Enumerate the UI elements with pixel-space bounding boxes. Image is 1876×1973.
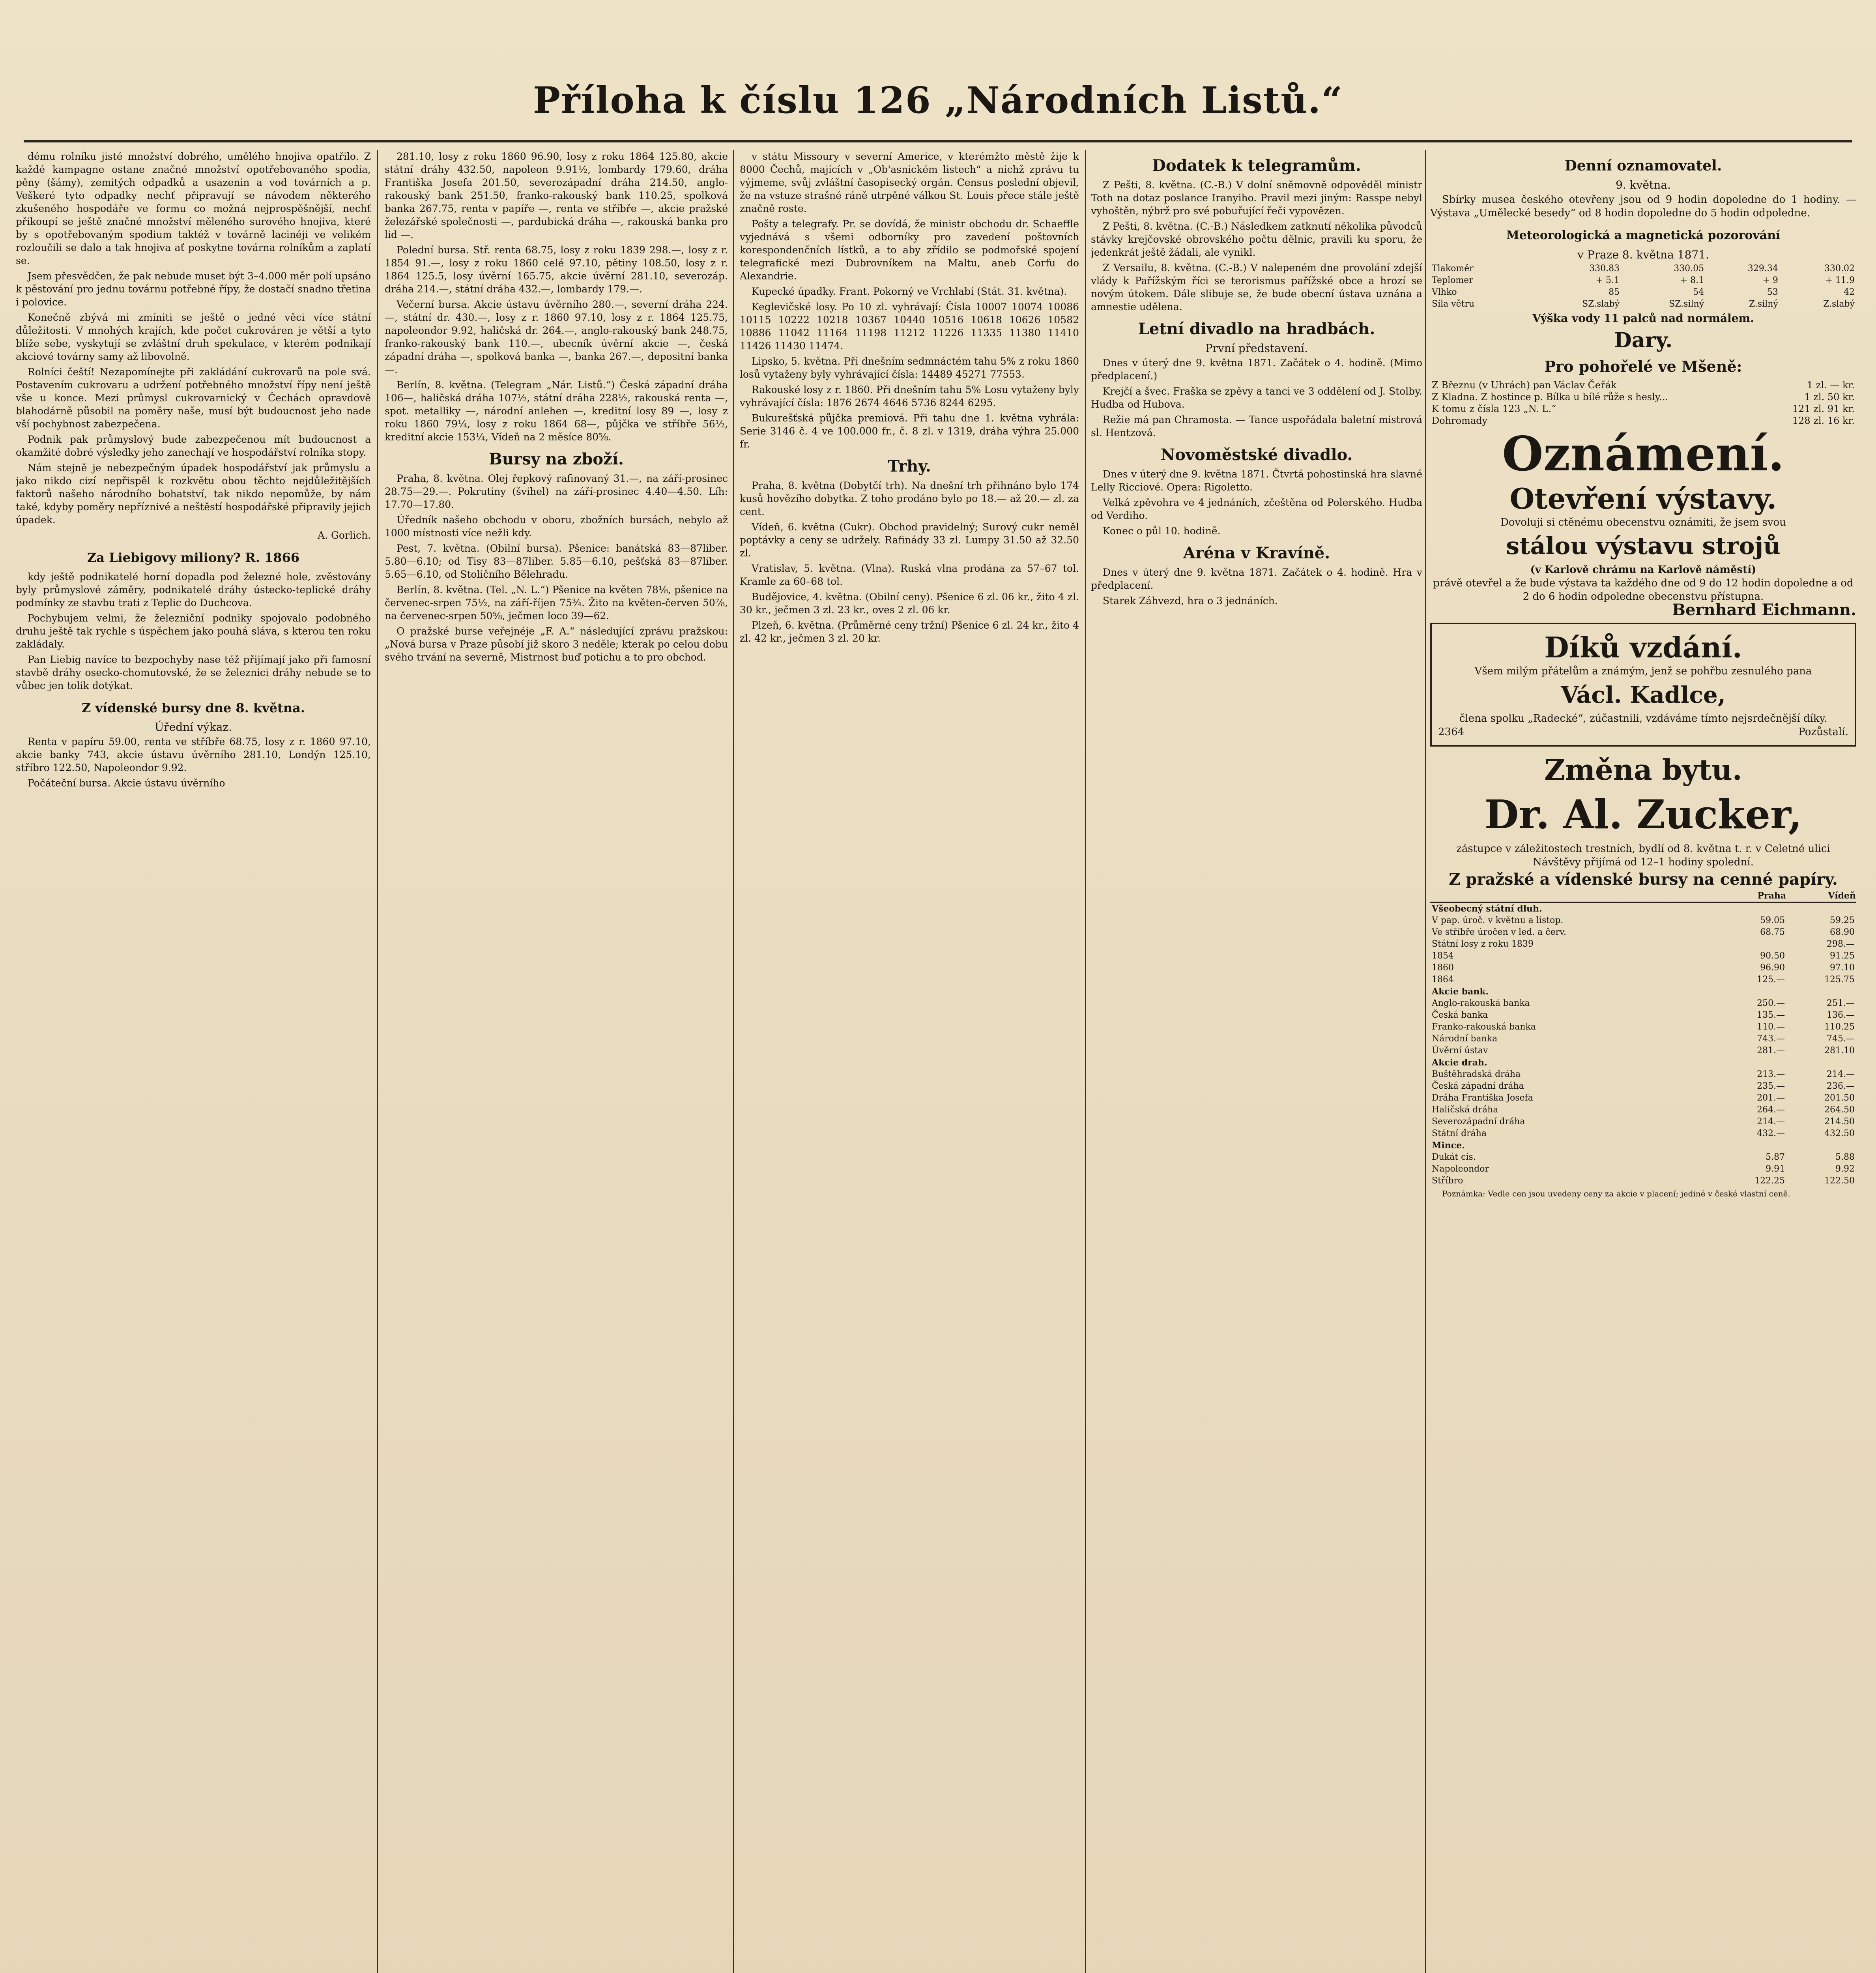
paragraph: 281.10, losy z roku 1860 96.90, losy z roku 1864 125.80, akcie státní dráhy 432.50, napoleon 9.91½, lombardy 179.60, dráha Františka Josefa 201.50, severozápadní dráha 214.50, anglo-rakouský bank 251.50, franko-rakouský bank 110.25, spolková banka 267.75, renta v papíře —, renta ve stříbře —, akcie pražské železářské společnosti —, pardubická dráha —, rakouská banka pro lid —.	[385, 151, 728, 240]
paragraph: Sbírky musea českého otevřeny jsou od 9 hodin dopoledne do 1 hodiny. — Výstava „Umělecké besedy“ od 8 hodin dopoledne do 5 hodin odpoledne.	[1430, 194, 1856, 219]
table-cell	[1717, 1057, 1786, 1069]
table-cell: 432.—	[1757, 1129, 1785, 1138]
table-cell: SZ.slabý	[1582, 299, 1620, 309]
table-cell: 235.—	[1757, 1081, 1785, 1091]
table-row	[1430, 1045, 1856, 1057]
rates-note: Poznámka: Vedle cen jsou uvedeny ceny za akcie v placení; jediné v české vlastní ceně.	[1442, 1189, 1790, 1198]
table-cell: Ve stříbře úročen v led. a červ.	[1432, 927, 1566, 937]
table-cell: Dráha Františka Josefa	[1432, 1093, 1533, 1103]
oznameni-text: Dovoluji si ctěnému obecenstvu oznámiti, že jsem svou	[1500, 517, 1786, 528]
table-cell: 743.—	[1757, 1034, 1785, 1044]
table-row	[1430, 263, 1856, 275]
table-row	[1430, 1069, 1856, 1080]
paragraph: v státu Missoury v severní Americe, v kterémžto městě žije k 8000 Čechů, majících v „Ob'asnickém listech“ a nichž zprávu tu výjmeme, svůj zvláštní časopisecký orgán. Census poslední objevil, že na vstuze strašné ráně utrpěné válkou St. Louis přece stále ještě značně roste.	[740, 151, 1079, 214]
section-heading: Bursy na zboží.	[489, 450, 624, 468]
paragraph: Renta v papíru 59.00, renta ve stříbře 68.75, losy z r. 1860 97.10, akcie banky 743, akcie ústavu úvěrního 281.10, Londýn 125.10, stříbro 122.50, Napoleondor 9.92.	[16, 736, 371, 773]
section-heading: Aréna v Kravíně.	[1183, 544, 1330, 562]
paragraph: Krejčí a švec. Fraška se zpěvy a tanci ve 3 oddělení od J. Stolby. Hudba od Hubova.	[1091, 386, 1422, 410]
dary-table	[1430, 379, 1856, 427]
table-header	[1430, 890, 1717, 902]
diky-body: člena spolku „Radecké“, zúčastnili, vzdáváme tímto nejsrdečnější díky.	[1459, 713, 1827, 724]
meteo-note: Výška vody 11 palců nad normálem.	[1532, 312, 1754, 325]
diky-footer	[1438, 725, 1848, 739]
paragraph: Starek Záhvezd, hra o 3 jednáních.	[1103, 595, 1278, 607]
table-row	[1430, 1021, 1856, 1033]
table-row	[1430, 1009, 1856, 1021]
table-header-row	[1430, 890, 1856, 902]
section-subheading: První představení.	[1205, 342, 1308, 355]
table-cell: Vlhko	[1432, 287, 1457, 297]
table-cell: 214.50	[1824, 1117, 1855, 1127]
section-heading: Novoměstské divadlo.	[1160, 446, 1353, 464]
section-heading: Trhy.	[888, 457, 931, 475]
table-row	[1430, 403, 1856, 415]
table-cell: 68.75	[1760, 927, 1785, 937]
table-cell: + 5.1	[1595, 275, 1620, 285]
table-cell: + 9	[1762, 275, 1778, 285]
table-cell: Dohromady	[1432, 415, 1488, 426]
column-4	[1091, 150, 1422, 1973]
table-cell: Stříbro	[1432, 1176, 1463, 1186]
table-row	[1430, 962, 1856, 974]
table-cell: 281.—	[1757, 1046, 1785, 1056]
table-cell: 122.50	[1824, 1176, 1855, 1186]
oznameni-ad	[1430, 426, 1856, 619]
table-cell: 59.25	[1830, 915, 1855, 925]
page-title: Příloha k číslu 126 „Národních Listů.“	[533, 79, 1343, 122]
column-divider	[733, 150, 734, 1973]
paragraph: Praha, 8. května. Olej řepkový rafinovaný 31.—, na září-prosinec 28.75—29.—. Pokrutiny (švihel) na září-prosinec 4.40—4.50. Líh: 17.70—17.80.	[385, 473, 728, 510]
paragraph: Pan Liebig navíce to bezpochyby nase též přijímají jako při famosní stavbě dráhy osecko-chomutovské, že se železnici dráhy nebude se to vůbec jen tolik dotýkat.	[16, 654, 371, 691]
paragraph: Pochybujem velmi, že železniční podniky spojovalo podobného druhu ještě tak rychle s úspěchem jako pouhá sláva, s kterou ten roku zakládaly.	[16, 612, 371, 650]
diky-title: Díků vzdání.	[1544, 631, 1742, 664]
table-cell: Z.silný	[1749, 299, 1778, 309]
table-row	[1430, 298, 1856, 310]
diky-name: Václ. Kadlce,	[1561, 681, 1726, 708]
table-cell: 1854	[1432, 951, 1454, 961]
table-cell: 90.50	[1760, 951, 1785, 961]
paragraph: Dnes v úterý dne 9. května 1871. Začátek o 4. hodině. (Mimo předplacení.)	[1091, 357, 1422, 382]
table-row	[1430, 1128, 1856, 1140]
table-cell: 1860	[1432, 963, 1454, 973]
paragraph: Pest, 7. května. (Obilní bursa). Pšenice: banátská 83—87liber. 5.80—6.10; od Tisy 83—87liber. 5.85—6.10, pešťská 83—87liber. 5.65—6.10, od Stoličního Bělehradu.	[385, 543, 728, 580]
table-cell: 745.—	[1827, 1034, 1855, 1044]
table-cell: 298.—	[1827, 939, 1855, 949]
table-cell: 125.75	[1824, 975, 1855, 985]
table-cell: 281.10	[1824, 1046, 1855, 1056]
paragraph: Úředník našeho obchodu v oboru, zbožních bursách, nebylo až 1000 místnosti více nežli kdy.	[385, 514, 728, 539]
table-cell: 9.91	[1766, 1164, 1785, 1174]
announcement-heading: Denní oznamovatel.	[1564, 157, 1722, 174]
column-3	[740, 150, 1079, 1973]
table-cell: Všeobecný státní dluh.	[1432, 904, 1542, 914]
paragraph: O pražské burse veřejnéje „F. A.“ následující zprávu pražskou: „Nová bursa v Praze působí již skoro 3 neděle; kterak po celou dobu svého trvání na severně, Mistrnost buď potichu a to pro obchod.	[385, 625, 728, 663]
table-cell: Síla větru	[1432, 299, 1475, 309]
paragraph: Z Pešti, 8. května. (C.-B.) Následkem zatknutí několika původců stávky krejčovské obrovského počtu dělnic, pravili ku sporu, že jedenkrát ještě žádali, ale vynikl.	[1091, 221, 1422, 258]
table-cell: Tlakoměr	[1432, 264, 1474, 273]
table-row	[1430, 938, 1856, 950]
table-cell: Teplomer	[1432, 275, 1473, 285]
table-row	[1430, 950, 1856, 962]
table-cell: Národní banka	[1432, 1034, 1498, 1044]
table-cell	[1717, 1140, 1786, 1151]
table-cell: 5.87	[1766, 1152, 1785, 1162]
table-cell: 110.25	[1824, 1022, 1855, 1032]
table-cell: 53	[1767, 287, 1778, 297]
table-cell: SZ.silný	[1669, 299, 1704, 309]
table-cell	[1786, 902, 1856, 915]
table-cell: 213.—	[1757, 1069, 1785, 1079]
table-cell: 96.90	[1760, 963, 1785, 973]
column-2	[385, 150, 728, 1973]
column-divider	[1085, 150, 1086, 1973]
table-row	[1430, 379, 1856, 391]
table-cell: Z Kladna. Z hostince p. Bílka u bílé růže s hesly...	[1432, 391, 1668, 402]
table-cell: 214.—	[1757, 1117, 1785, 1127]
table-row	[1430, 1116, 1856, 1128]
table-cell: Buštěhradská dráha	[1432, 1069, 1521, 1079]
paragraph: Vratislav, 5. května. (Vlna). Ruská vlna prodána za 57–67 tol. Kramle za 60–68 tol.	[740, 563, 1079, 587]
table-row	[1430, 1092, 1856, 1104]
table-row	[1430, 927, 1856, 938]
table-cell: 128 zl. 16 kr.	[1792, 415, 1855, 426]
table-row	[1430, 1033, 1856, 1045]
table-row	[1430, 902, 1856, 915]
table-cell: Akcie bank.	[1432, 986, 1489, 997]
rates-table-title: Z pražské a vídenské bursy na cenné papíry.	[1449, 870, 1838, 889]
zmena-title: Změna bytu.	[1544, 753, 1742, 786]
paragraph: Počáteční bursa. Akcie ústavu úvěrního	[28, 777, 225, 789]
column-divider	[377, 150, 378, 1973]
table-cell: Napoleondor	[1432, 1164, 1489, 1174]
table-cell: Z Březnu (v Uhrách) pan Václav Čeřák	[1432, 380, 1617, 391]
table-cell: 85	[1609, 287, 1620, 297]
table-row	[1430, 1163, 1856, 1175]
table-cell: 9.92	[1835, 1164, 1855, 1174]
section-heading: Za Liebigovy miliony? R. 1866	[87, 550, 300, 565]
paragraph: Podnik pak průmyslový bude zabezpečenou mít budoucnost a okamžité dobré výsledky jeho zanechají ve hospodářství rolníka stopy.	[16, 434, 371, 458]
table-cell: V pap. úroč. v květnu a listop.	[1432, 915, 1564, 925]
table-cell: 264.—	[1757, 1105, 1785, 1115]
oznameni-signature: Bernhard Eichmann.	[1672, 601, 1856, 619]
table-cell	[1717, 938, 1786, 950]
paragraph: Z Pešti, 8. května. (C.-B.) V dolní sněmovně odpověděl ministr Toth na dotaz poslance Iranyiho. Pravil mezi jiným: Rasspe nebyl vyhoštěn, nýbrž pro své pobuřující řeči vypovězen.	[1091, 179, 1422, 217]
section-heading: Z vídenské bursy dne 8. května.	[82, 700, 305, 715]
table-cell	[1786, 986, 1856, 998]
column-5	[1430, 150, 1856, 1973]
table-cell: 264.50	[1824, 1105, 1855, 1115]
table-cell: Severozápadní dráha	[1432, 1117, 1525, 1127]
diky-number: 2364	[1438, 726, 1465, 738]
paragraph: Budějovice, 4. května. (Obilní ceny). Pšenice 6 zl. 06 kr., žito 4 zl. 30 kr., ječmen 3 zl. 23 kr., oves 2 zl. 06 kr.	[740, 591, 1079, 616]
meteo-heading: Meteorologická a magnetická pozorování	[1506, 228, 1781, 242]
table-cell: 91.25	[1830, 951, 1855, 961]
diky-text: Všem milým přátelům a známým, jenž se pohřbu zesnulého pana	[1474, 665, 1812, 677]
table-row	[1430, 1140, 1856, 1151]
table-row	[1430, 1175, 1856, 1187]
table-cell: Česká západní dráha	[1432, 1081, 1524, 1091]
table-row	[1430, 391, 1856, 403]
paragraph: Bukurešťská půjčka premiová. Při tahu dne 1. května vyhrála: Serie 3146 č. 4 ve 100.000 fr., č. 8 zl. v 1319, dráha výhra 25.000 fr.	[740, 412, 1079, 450]
table-cell: Česká banka	[1432, 1010, 1488, 1020]
table-cell: 5.88	[1835, 1152, 1855, 1162]
table-cell: 330.05	[1674, 264, 1704, 273]
paragraph: Praha, 8. května (Dobytčí trh). Na dnešní trh přihnáno bylo 174 kusů hovězího dobytka. Z toho prodáno bylo po 18.— až 20.— zl. za cent.	[740, 480, 1079, 517]
oznameni-title: Oznámení.	[1502, 426, 1784, 482]
table-cell: 201.50	[1824, 1093, 1855, 1103]
table-row	[1430, 415, 1856, 427]
table-cell: Úvěrní ústav	[1432, 1046, 1488, 1056]
table-row	[1430, 1080, 1856, 1092]
table-cell: 214.—	[1827, 1069, 1855, 1079]
oznameni-body: právě otevřel a že bude výstava ta každého dne od 9 do 12 hodin dopoledne a od 2 do 6 hodin odpoledne obecenstvu přístupna.	[1433, 577, 1854, 603]
table-cell	[1717, 902, 1786, 915]
table-cell: 125.—	[1757, 975, 1785, 985]
table-cell: 330.02	[1824, 264, 1855, 273]
table-cell: Státní dráha	[1432, 1129, 1487, 1138]
table-cell: Dukát cís.	[1432, 1152, 1476, 1162]
column-1	[16, 150, 371, 1973]
table-row	[1430, 1151, 1856, 1163]
table-row	[1430, 998, 1856, 1009]
paragraph: Rolníci čeští! Nezapomínejte při zakládání cukrovarů na pole svá. Postavením cukrovaru a udržení potřebného množství řípy není ještě vše u konce. Mezi průmysl cukrovarnický v Čechách opravdově blahodárně působil na poměry naše, musí být budoucnost jeho nade vší pochybnost zabezpečena.	[16, 366, 371, 430]
table-cell: 59.05	[1760, 915, 1785, 925]
paragraph: Berlín, 8. května. (Telegram „Nár. Listů.“) Česká západní dráha 106—, haličská dráha 107½, státní dráha 228½, rakouská renta —, spot. metalliky —, národní anlehen —, kreditní losy 89 —, losy z roku 1860 79¼, losy z roku 1864 68—, půjčka ve stříbře 56½, kreditní akcie 153¼, Vídeň na 2 měsíce 80⅝.	[385, 379, 728, 443]
table-cell: Haličská dráha	[1432, 1105, 1498, 1115]
meteo-table	[1430, 263, 1856, 310]
zucker-name: Dr. Al. Zucker,	[1484, 791, 1802, 838]
paragraph: Polední bursa. Stř. renta 68.75, losy z roku 1839 298.—, losy z r. 1854 91.—, losy z roku 1860 celé 97.10, pětiny 108.50, losy z r. 1864 125.5, losy úvěrní 165.75, akcie úvěrní 281.10, severozáp. dráha 214.—, státní dráha 432.—, lombardy 179.—.	[385, 244, 728, 295]
zucker-hours: Návštěvy přijímá od 12–1 hodiny spolední.	[1533, 856, 1754, 868]
table-header: Praha	[1717, 890, 1786, 902]
table-row	[1430, 974, 1856, 986]
table-cell: 329.34	[1747, 264, 1778, 273]
paragraph: Z Versailu, 8. května. (C.-B.) V nalepeném dne provolání zdejší vlády k Pařížským říci se terorismus pařížské obce a hrozí se novým útokem. Dále slibuje se, že bude obecní ústava uznána a amnestie udělena.	[1091, 262, 1422, 313]
paragraph: dému rolníku jisté množství dobrého, umělého hnojiva opatřilo. Z každé kampagne ostane značné množství opotřebovaného spodia, pěny (šámy), zemitých odpadků a usazenin a vod továrních a p. Veškeré tyto odpadky nechť připravují se návodem některého zkušeného hospodáře ve formu co možná nejprospěšnější, nechť přikoupí se ještě značné množství měleného surového hnojiva, které by s opotřebovaným spodium taktéž v továrně lacinéji ve velikém rozloučili se dalo a tak hnojiva ať poskytne továrna rolníkům a zaplatí se.	[16, 151, 371, 266]
dary-heading: Dary.	[1614, 328, 1673, 352]
table-cell: Akcie drah.	[1432, 1058, 1487, 1068]
table-cell: 54	[1693, 287, 1704, 297]
signature: A. Gorlich.	[318, 530, 371, 541]
table-cell: + 11.9	[1825, 275, 1855, 285]
paragraph: Nám stejně je nebezpečným úpadek hospodářství jak průmyslu a jako nikdo cizí nepřispěl k rozkvětu obou těchto nejdůležitějších faktorů našeho národního bohatství, tak nikdo nepomůže, by nám také, kdyby poměry nepříznivé a neštěstí hospodářské připravily jejich úpadek.	[16, 462, 371, 526]
table-row	[1430, 986, 1856, 998]
zmena-ad	[1430, 753, 1856, 869]
table-cell: 97.10	[1830, 963, 1855, 973]
header-rule	[24, 140, 1852, 142]
paragraph: Kupecké úpadky. Frant. Pokorný ve Vrchlabí (Stát. 31. května).	[752, 286, 1067, 297]
table-row	[1430, 915, 1856, 927]
table-cell: Anglo-rakouská banka	[1432, 998, 1530, 1008]
table-cell: 135.—	[1757, 1010, 1785, 1020]
table-cell	[1717, 986, 1786, 998]
zucker-body: zástupce v záležitostech trestních, bydlí od 8. května t. r. v Celetné ulici	[1456, 843, 1830, 855]
dary-subheading: Pro pohořelé ve Mšeně:	[1544, 358, 1742, 375]
table-row	[1430, 275, 1856, 286]
paragraph: Jsem přesvědčen, že pak nebude muset být 3–4.000 měr polí upsáno k pěstování pro jednu továrnu potřebné řípy, že dostačí snadno třetina i polovice.	[16, 270, 371, 308]
table-row	[1430, 286, 1856, 298]
table-cell: Z.slabý	[1823, 299, 1855, 309]
table-cell: 42	[1844, 287, 1855, 297]
oznameni-subtitle: Otevření výstavy.	[1509, 482, 1777, 515]
table-cell: 330.83	[1589, 264, 1620, 273]
paragraph: Večerní bursa. Akcie ústavu úvěrního 280.—, severní dráha 224.—, státní dr. 430.—, losy z r. 1860 97.10, losy z r. 1864 125.75, napoleondor 9.92, haličská dr. 264.—, anglo-rakouský bank 248.75, franko-rakouský bank 110.—, ubecník úvěrní akcie —, česká západní dráha —, spolková banka —, banka 267.—, depositní banka —.	[385, 299, 728, 375]
paragraph: Plzeň, 6. května. (Průměrné ceny tržní) Pšenice 6 zl. 24 kr., žito 4 zl. 42 kr., ječmen 3 zl. 20 kr.	[740, 620, 1079, 644]
table-cell: 251.—	[1827, 998, 1855, 1008]
section-subheading: Úřední výkaz.	[154, 721, 232, 734]
paragraph: Berlín, 8. května. (Tel. „N. L.“) Pšenice na květen 78⅛, pšenice na červenec-srpen 75½, na září-říjen 75¾. Žito na květen-červen 50⅞, na červenec-srpen 50⅝, ječmen loco 39—62.	[385, 584, 728, 621]
paragraph: Režie má pan Chramosta. — Tance uspořádala baletní mistrová sl. Hentzová.	[1091, 414, 1422, 438]
table-cell: Mince.	[1432, 1140, 1465, 1151]
table-cell: 1 zl. 50 kr.	[1804, 391, 1855, 402]
paragraph: Pošty a telegrafy. Pr. se dovídá, že ministr obchodu dr. Schaeffle vyjednává s všemi odborníky pro zavedení poštovních korespondenčních lístků, a to aby zřídilo se podmořské spojení telegrafické mezi Dubrovníkem na Maltu, aneb Corfu do Alexandrie.	[740, 218, 1079, 282]
paragraph: Vídeň, 6. května (Cukr). Obchod pravidelný; Surový cukr neměl poptávky a ceny se udržely. Rafinády 33 zl. Lumpy 31.50 až 32.50 zl.	[740, 521, 1079, 559]
paragraph: Konečně zbývá mi zmíniti se ještě o jedné věci více státní důležitosti. V mnohých krajích, kde počet cukrováren je větší a tyto blíže sebe, vyskytují se zvláštní druh spekulace, v kterém podnikají akciové továrny samy až libovolně.	[16, 312, 371, 362]
announcement-date: 9. května.	[1616, 178, 1671, 191]
paragraph: Velká zpěvohra ve 4 jednáních, zčeštěna od Polerského. Hudba od Verdiho.	[1091, 497, 1422, 521]
table-row	[1430, 1057, 1856, 1069]
masthead	[24, 79, 1852, 138]
table-cell: 432.50	[1824, 1129, 1855, 1138]
diky-ad	[1430, 623, 1856, 747]
table-cell: 121 zl. 91 kr.	[1792, 403, 1855, 414]
table-cell: 201.—	[1757, 1093, 1785, 1103]
table-cell: 110.—	[1757, 1022, 1785, 1032]
table-cell	[1786, 1140, 1856, 1151]
section-heading: Dodatek k telegramům.	[1152, 156, 1361, 175]
table-cell: 122.25	[1754, 1176, 1785, 1186]
table-cell: 236.—	[1827, 1081, 1855, 1091]
paragraph: Dnes v úterý dne 9. května 1871. Čtvrtá pohostinská hra slavné Lelly Ricciové. Opera: Rigoletto.	[1091, 468, 1422, 493]
meteo-place: v Praze 8. května 1871.	[1577, 248, 1709, 261]
paragraph: Keglevičské losy. Po 10 zl. vyhrávají: Čísla 10007 10074 10086 10115 10222 10218 10367 10440 10516 10618 10626 10582 10886 11042 11164 11198 11212 11226 11335 11380 11410 11426 11430 11474.	[740, 301, 1079, 352]
table-cell: 68.90	[1830, 927, 1855, 937]
oznameni-mid: stálou výstavu strojů	[1506, 532, 1781, 560]
paragraph: Konec o půl 10. hodině.	[1103, 525, 1221, 537]
table-cell: K tomu z čísla 123 „N. L.“	[1432, 403, 1556, 414]
table-cell: 1 zl. — kr.	[1807, 380, 1855, 391]
table-cell	[1786, 1057, 1856, 1069]
table-cell: + 8.1	[1680, 275, 1704, 285]
paragraph: kdy ještě podnikatelé horní dopadla pod železné hole, zvěstovány byly průmyslové záměry, podnikatelé dráhy ústecko-teplické dráhy podmínky ze stavbu trati z Teplic do Duchcova.	[16, 571, 371, 608]
diky-signature: Pozůstalí.	[1798, 726, 1848, 738]
column-divider	[1425, 150, 1426, 1973]
oznameni-place: (v Karlově chrámu na Karlově náměstí)	[1530, 564, 1756, 576]
paragraph: Lipsko, 5. května. Při dnešním sedmnáctém tahu 5% z roku 1860 losů vytaženy byly vyhrávající čísla: 14489 45271 77553.	[740, 356, 1079, 380]
rates-table	[1430, 890, 1856, 1187]
table-row	[1430, 1104, 1856, 1116]
paragraph: Rakouské losy z r. 1860. Při dnešním tahu 5% Losu vytaženy byly vyhrávající čísla: 1876 2674 4646 5736 8244 6295.	[740, 384, 1079, 408]
section-heading: Letní divadlo na hradbách.	[1138, 320, 1375, 338]
table-cell: 1864	[1432, 975, 1454, 985]
table-cell: 136.—	[1827, 1010, 1855, 1020]
table-header: Vídeň	[1786, 890, 1856, 902]
table-cell: 250.—	[1757, 998, 1785, 1008]
paragraph: Dnes v úterý dne 9. května 1871. Začátek o 4. hodině. Hra v předplacení.	[1091, 567, 1422, 591]
table-cell: Franko-rakouská banka	[1432, 1022, 1536, 1032]
table-cell: Státní losy z roku 1839	[1432, 939, 1534, 949]
